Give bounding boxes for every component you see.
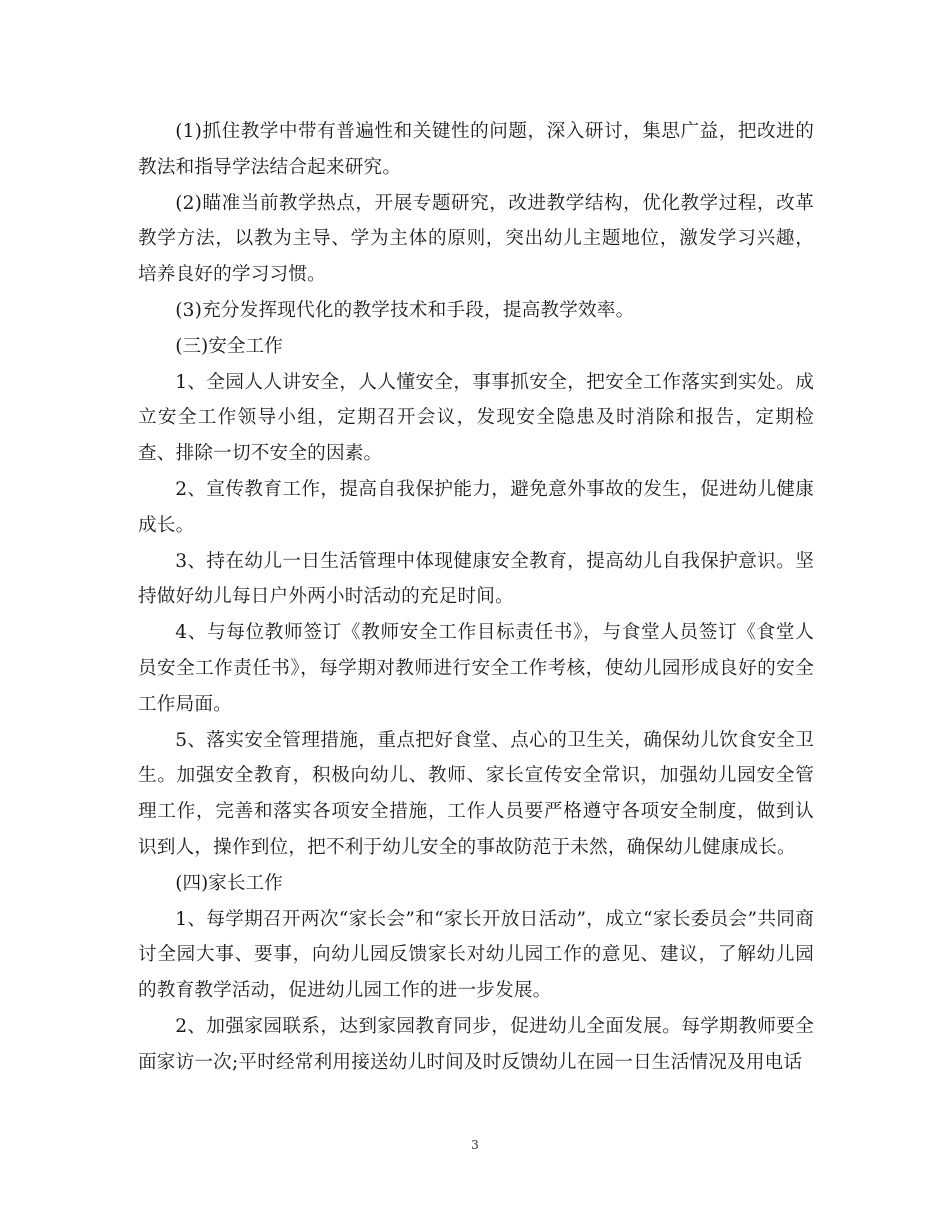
page-number: 3 <box>471 1138 479 1152</box>
section-heading-safety: (三)安全工作 <box>175 335 283 357</box>
section-heading-parents: (四)家长工作 <box>175 872 283 894</box>
paragraph-safety-3: 3、持在幼儿一日生活管理中体现健康安全教育，提高幼儿自我保护意识。坚持做好幼儿每日户外两小时活动的充足时间。 <box>138 550 814 608</box>
paragraph-safety-2: 2、宣传教育工作，提高自我保护能力，避免意外事故的发生，促进幼儿健康成长。 <box>138 478 814 536</box>
paragraph-safety-1: 1、全园人人讲安全，人人懂安全，事事抓安全，把安全工作落实到实处。成立安全工作领导小组，定期召开会议，发现安全隐患及时消除和报告，定期检查、排除一切不安全的因素。 <box>138 371 814 465</box>
paragraph-3: (3)充分发挥现代化的教学技术和手段，提高教学效率。 <box>175 299 635 321</box>
document-body <box>138 114 814 1081</box>
paragraph-2: (2)瞄准当前教学热点，开展专题研究，改进教学结构，优化教学过程，改革教学方法，以教为主导、学为主体的原则，突出幼儿主题地位，激发学习兴趣，培养良好的学习习惯。 <box>138 192 814 286</box>
paragraph-parents-1: 1、每学期召开两次“家长会”和“家长开放日活动”，成立“家长委员会”共同商讨全园大事、要事，向幼儿园反馈家长对幼儿园工作的意见、建议，了解幼儿园的教育教学活动，促进幼儿园工作的进一步发展。 <box>138 908 814 1002</box>
paragraph-parents-2: 2、加强家园联系，达到家园教育同步，促进幼儿全面发展。每学期教师要全面家访一次;平时经常利用接送幼儿时间及时反馈幼儿在园一日生活情况及用电话 <box>138 1015 814 1073</box>
paragraph-1: (1)抓住教学中带有普遍性和关键性的问题，深入研讨，集思广益，把改进的教法和指导学法结合起来研究。 <box>138 121 814 178</box>
paragraph-safety-5: 5、落实安全管理措施，重点把好食堂、点心的卫生关，确保幼儿饮食安全卫生。加强安全教育，积极向幼儿、教师、家长宣传安全常识，加强幼儿园安全管理工作，完善和落实各项安全措施，工作人员要严格遵守各项安全制度，做到认识到人，操作到位，把不利于幼儿安全的事故防范于未然，确保幼儿健康成长。 <box>138 729 814 858</box>
paragraph-safety-4: 4、与每位教师签订《教师安全工作目标责任书》，与食堂人员签订《食堂人员安全工作责任书》，每学期对教师进行安全工作考核，使幼儿园形成良好的安全工作局面。 <box>138 622 814 715</box>
